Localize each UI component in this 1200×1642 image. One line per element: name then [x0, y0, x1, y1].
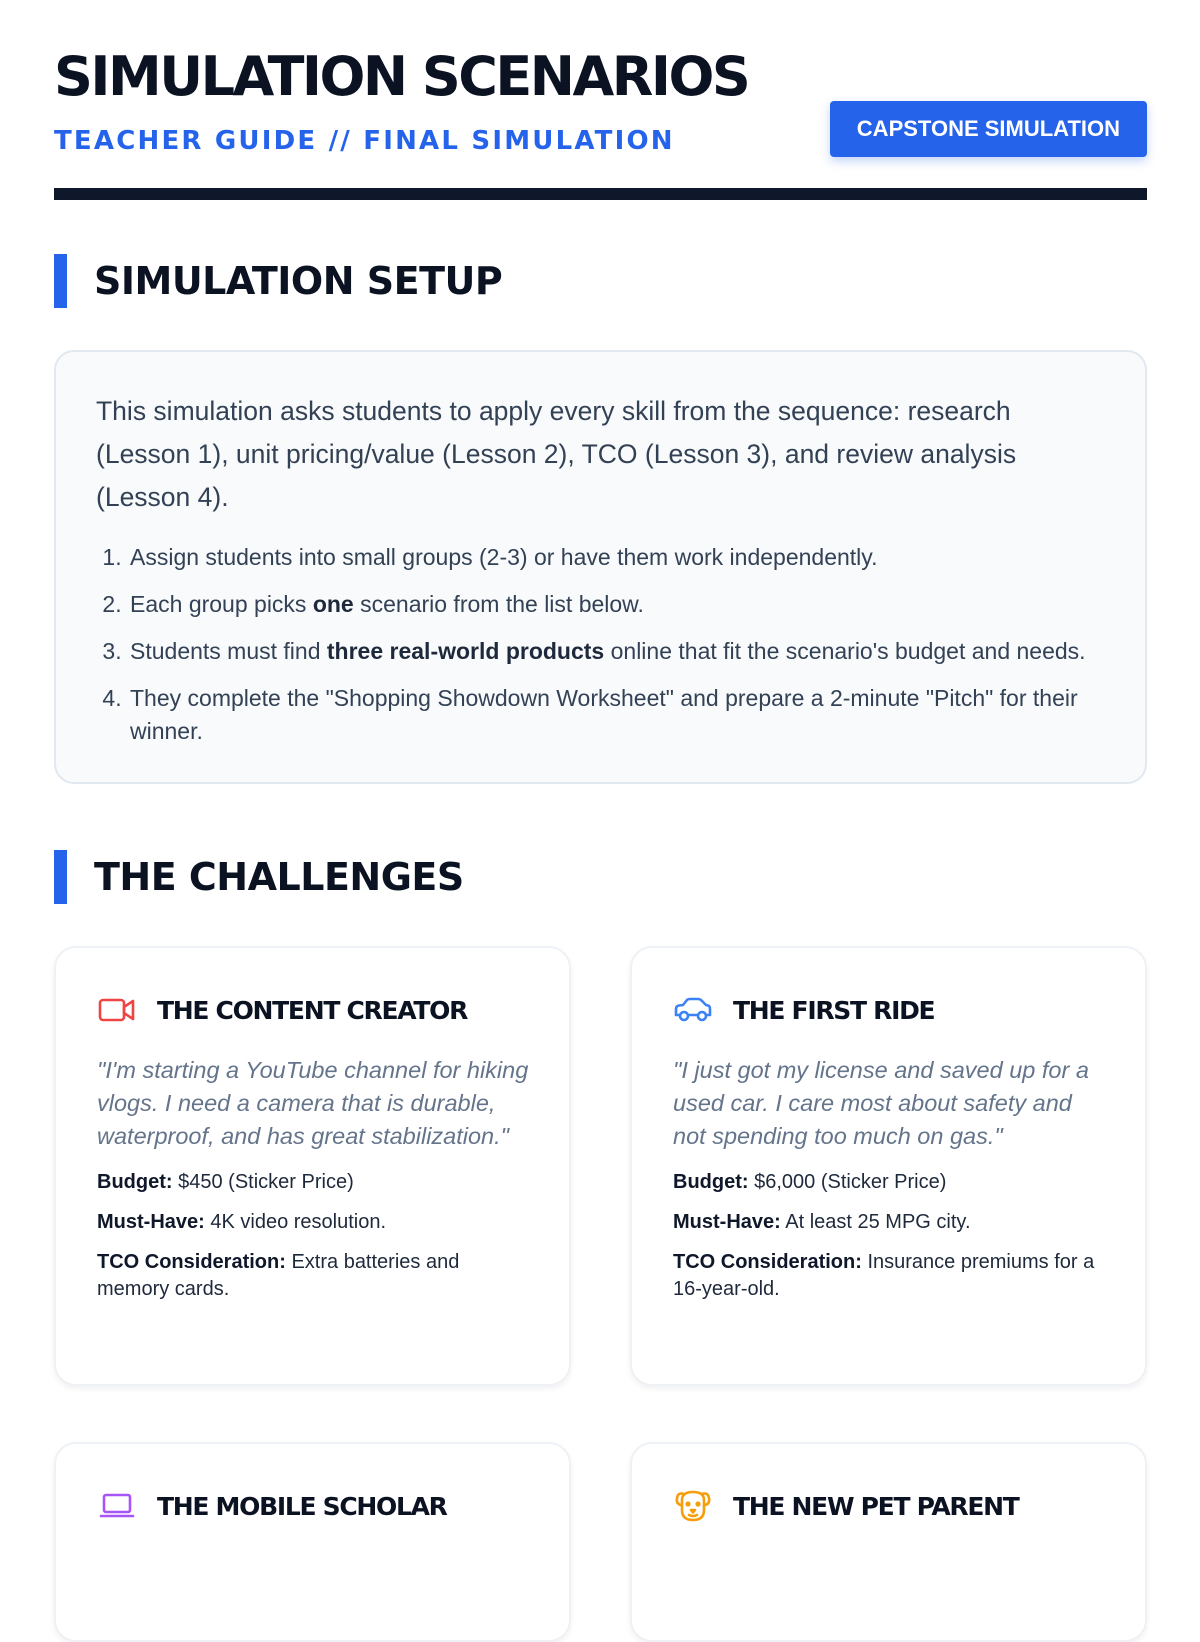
setup-steps	[96, 541, 1105, 748]
card-header	[673, 990, 1105, 1030]
challenge-card-first-ride	[630, 946, 1147, 1386]
step-text: Assign students into small groups (2-3) or have them work independently.	[130, 544, 878, 570]
capstone-simulation-badge[interactable]: CAPSTONE SIMULATION	[830, 101, 1147, 157]
page-title: SIMULATION SCENARIOS	[54, 45, 749, 108]
card-tco	[97, 1249, 529, 1303]
card-budget	[673, 1169, 1105, 1196]
field-value: $450 (Sticker Price)	[178, 1171, 354, 1193]
setup-step	[128, 635, 1105, 668]
challenge-card-mobile-scholar	[54, 1442, 571, 1642]
step-text: Students must find	[130, 638, 327, 664]
card-header	[97, 1486, 529, 1526]
section-accent-bar	[54, 850, 67, 904]
challenge-card-content-creator	[54, 946, 571, 1386]
field-value: Insurance premiums for a 16-year-old.	[673, 1251, 1095, 1300]
setup-box	[54, 350, 1147, 784]
step-text: Each group picks	[130, 591, 313, 617]
challenge-card-new-pet-parent	[630, 1442, 1147, 1642]
page-header	[54, 0, 1147, 202]
section-heading-setup	[54, 254, 1147, 308]
field-label: TCO Consideration:	[97, 1251, 286, 1273]
section-heading-challenges	[54, 850, 1147, 904]
field-value: Extra batteries and memory cards.	[97, 1251, 460, 1300]
page	[54, 0, 1147, 1642]
field-value: At least 25 MPG city.	[785, 1211, 971, 1233]
setup-step	[128, 588, 1105, 621]
card-quote: "I'm starting a YouTube channel for hiking vlogs. I need a camera that is durable, waterproof, and has great stabilization."	[97, 1057, 529, 1149]
dog-face-icon	[673, 1486, 713, 1526]
card-header	[673, 1486, 1105, 1526]
field-label: Budget:	[97, 1171, 173, 1193]
field-label: TCO Consideration:	[673, 1251, 862, 1273]
card-header	[97, 990, 529, 1030]
field-value: 4K video resolution.	[210, 1211, 387, 1233]
challenge-grid	[54, 946, 1147, 1642]
card-must-have	[673, 1209, 1105, 1236]
setup-step	[128, 682, 1105, 748]
card-tco	[673, 1249, 1105, 1303]
step-text: scenario from the list below.	[353, 591, 644, 617]
header-divider	[54, 188, 1147, 200]
step-emphasis: three real-world products	[326, 638, 605, 664]
card-title: THE MOBILE SCHOLAR	[157, 1491, 447, 1521]
card-title: THE CONTENT CREATOR	[157, 995, 468, 1025]
step-text: They complete the "Shopping Showdown Worksheet" and prepare a 2-minute "Pitch" for their winner.	[130, 685, 1078, 744]
video-camera-icon	[97, 990, 137, 1030]
setup-intro: This simulation asks students to apply every skill from the sequence: research (Lesson 1), unit pricing/value (Lesson 2), TCO (Lesson 3), and review analysis (Lesson 4).	[96, 396, 1017, 512]
setup-step	[128, 541, 1105, 574]
page-subtitle: TEACHER GUIDE // FINAL SIMULATION	[54, 126, 675, 156]
card-must-have	[97, 1209, 529, 1236]
card-title: THE FIRST RIDE	[733, 995, 935, 1025]
field-label: Must-Have:	[97, 1211, 205, 1233]
section-title: THE CHALLENGES	[94, 855, 464, 899]
field-label: Must-Have:	[673, 1211, 781, 1233]
field-label: Budget:	[673, 1171, 749, 1193]
car-icon	[673, 990, 713, 1030]
card-title: THE NEW PET PARENT	[733, 1491, 1019, 1521]
step-text: online that fit the scenario's budget and needs.	[604, 638, 1086, 664]
section-accent-bar	[54, 254, 67, 308]
card-quote: "I just got my license and saved up for a used car. I care most about safety and not spending too much on gas."	[673, 1057, 1089, 1149]
field-value: $6,000 (Sticker Price)	[754, 1171, 947, 1193]
card-budget	[97, 1169, 529, 1196]
step-emphasis: one	[312, 591, 354, 617]
laptop-icon	[97, 1486, 137, 1526]
section-title: SIMULATION SETUP	[94, 259, 503, 303]
